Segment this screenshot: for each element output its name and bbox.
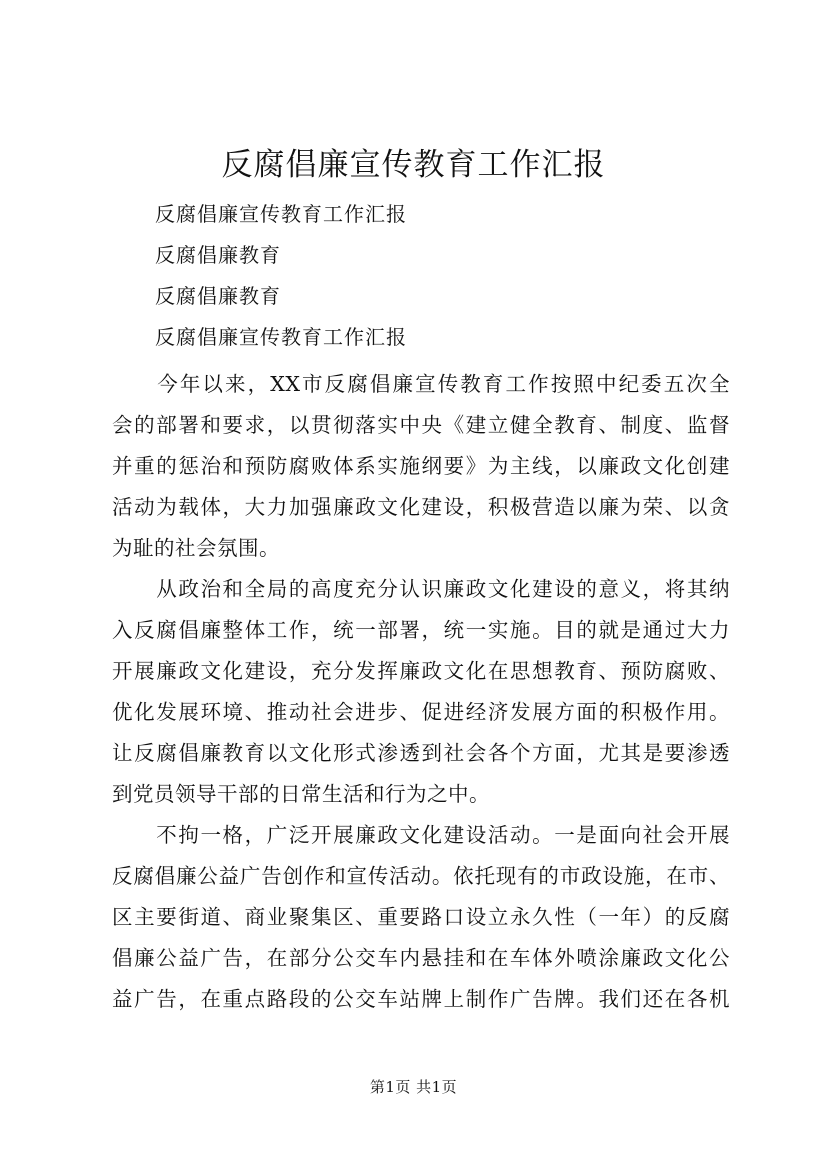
paragraph-2 xyxy=(112,569,730,815)
paragraph-line: 开展廉政文化建设，充分发挥廉政文化在思想教育、预防腐败、 xyxy=(112,659,730,683)
paragraph-line: 从政治和全局的高度充分认识廉政文化建设的意义，将其纳 xyxy=(112,577,730,601)
paragraph-1 xyxy=(112,364,730,569)
paragraph-line: 入反腐倡廉整体工作，统一部署，统一实施。目的就是通过大力 xyxy=(112,618,730,642)
paragraph-3 xyxy=(112,815,730,1020)
paragraph-line: 到党员领导干部的日常生活和行为之中。 xyxy=(112,782,490,806)
document-body xyxy=(112,364,730,1020)
subheading-2: 反腐倡廉教育 xyxy=(155,243,281,267)
paragraph-line: 为耻的社会氛围。 xyxy=(112,536,280,560)
subheading-1: 反腐倡廉宣传教育工作汇报 xyxy=(155,202,407,226)
paragraph-line: 会的部署和要求，以贯彻落实中央《建立健全教育、制度、监督 xyxy=(112,413,730,437)
subheading-3: 反腐倡廉教育 xyxy=(155,284,281,308)
document-title: 反腐倡廉宣传教育工作汇报 xyxy=(221,147,606,183)
paragraph-line: 反腐倡廉公益广告创作和宣传活动。依托现有的市政设施，在市、 xyxy=(112,864,730,888)
paragraph-line: 不拘一格，广泛开展廉政文化建设活动。一是面向社会开展 xyxy=(112,823,730,847)
paragraph-line: 优化发展环境、推动社会进步、促进经济发展方面的积极作用。 xyxy=(112,700,730,724)
paragraph-line: 区主要街道、商业聚集区、重要路口设立永久性（一年）的反腐 xyxy=(112,905,730,929)
page-footer: 第1页 共1页 xyxy=(369,1078,458,1096)
paragraph-line: 并重的惩治和预防腐败体系实施纲要》为主线，以廉政文化创建 xyxy=(112,454,730,478)
paragraph-line: 今年以来，XX市反腐倡廉宣传教育工作按照中纪委五次全 xyxy=(112,372,730,396)
paragraph-line: 益广告，在重点路段的公交车站牌上制作广告牌。我们还在各机 xyxy=(112,987,730,1011)
paragraph-line: 活动为载体，大力加强廉政文化建设，积极营造以廉为荣、以贪 xyxy=(112,495,730,519)
paragraph-line: 让反腐倡廉教育以文化形式渗透到社会各个方面，尤其是要渗透 xyxy=(112,741,730,765)
subheading-4: 反腐倡廉宣传教育工作汇报 xyxy=(155,325,407,349)
paragraph-line: 倡廉公益广告，在部分公交车内悬挂和在车体外喷涂廉政文化公 xyxy=(112,946,730,970)
